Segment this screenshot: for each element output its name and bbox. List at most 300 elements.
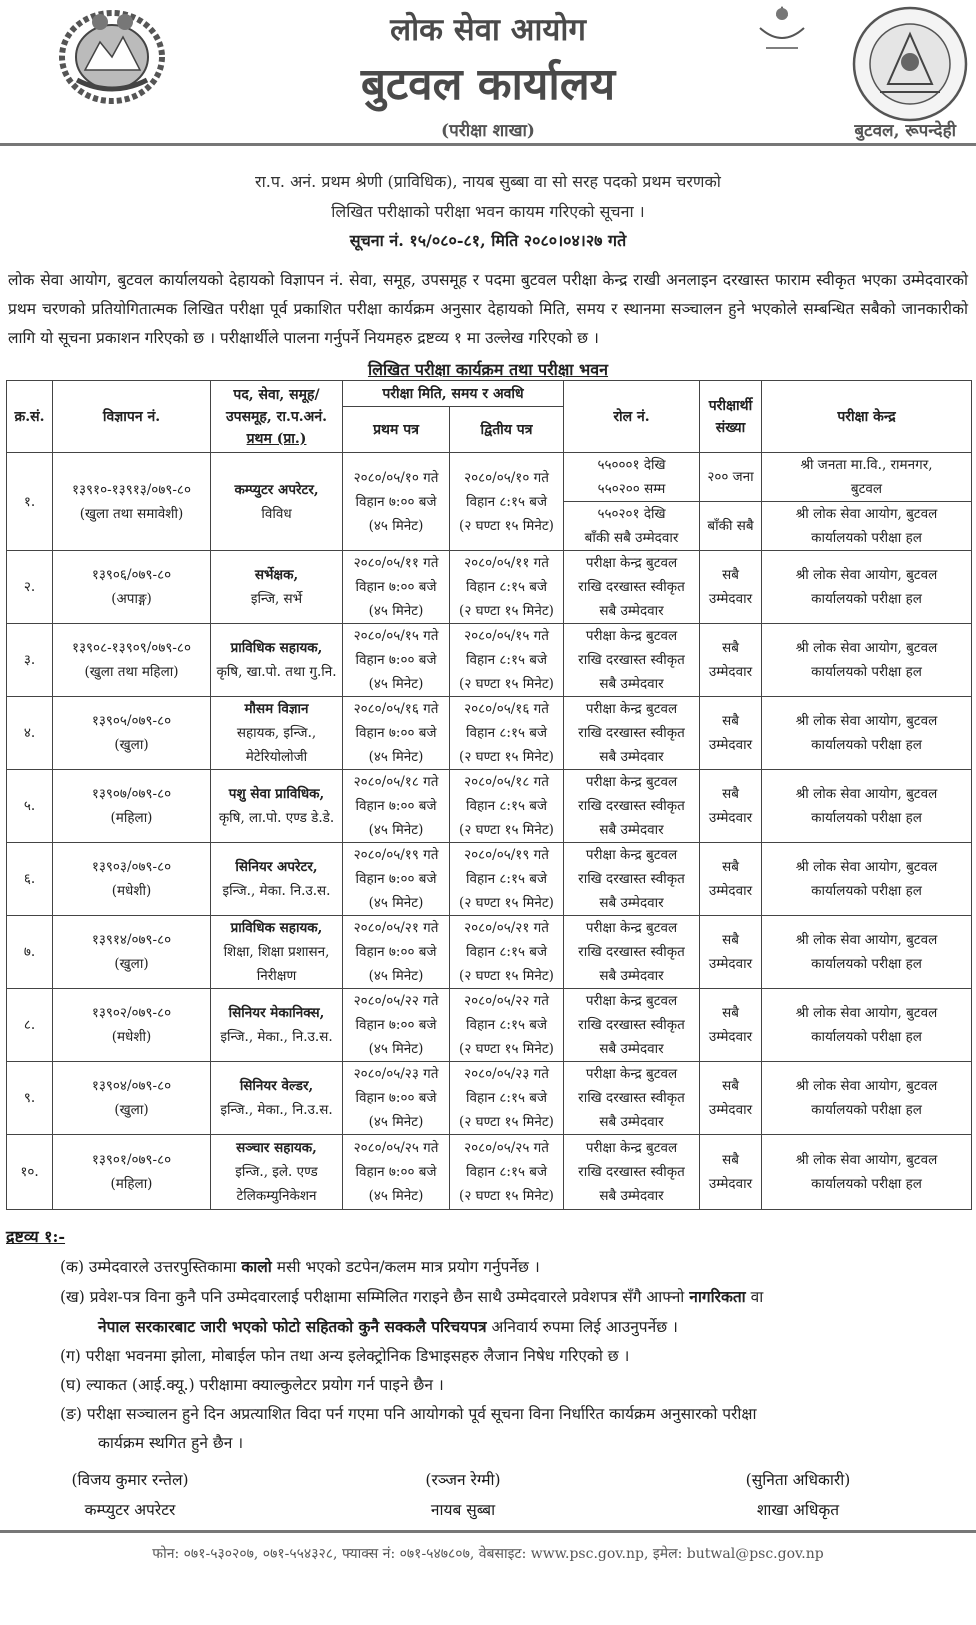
cell-roll [564, 770, 700, 843]
signature-block-2 [333, 1465, 593, 1525]
header-post-l2: उपसमूह, रा.प.अनं. [225, 408, 328, 425]
header-paper2: द्वितीय पत्र [450, 407, 564, 453]
roll-text: परीक्षा केन्द्र बुटवल [585, 1140, 678, 1156]
center-place: कार्यालयको परीक्षा हल [811, 1029, 922, 1045]
center-place: कार्यालयको परीक्षा हल [811, 1102, 922, 1118]
table-row [7, 697, 972, 770]
cell-paper2 [450, 989, 564, 1062]
paper1-time: विहान ७:०० बजे [355, 652, 437, 668]
paper1-duration: (४५ मिनेट) [368, 822, 424, 838]
cell-paper2 [450, 624, 564, 697]
cell-roll [564, 1062, 700, 1135]
roll-text: सबै उम्मेदवार [599, 968, 664, 984]
cell-count [700, 1062, 762, 1135]
cell-sn: ७. [7, 916, 53, 989]
paper1-duration: (४५ मिनेट) [368, 749, 424, 765]
ad-category: (खुला तथा समावेशी) [79, 505, 184, 522]
cell-center [762, 453, 972, 502]
note-nga-cont: कार्यक्रम स्थगित हुने छैन । [98, 1434, 244, 1452]
exam-schedule-table [6, 380, 972, 1210]
cell-ad [53, 1062, 211, 1135]
paper2-duration: (२ घण्टा १५ मिनेट) [459, 676, 554, 692]
header-roll: रोल नं. [564, 381, 700, 453]
header-center: परीक्षा केन्द्र [762, 381, 972, 453]
center-name: श्री लोक सेवा आयोग, बुटवल [795, 1005, 938, 1021]
notice-intro: लोक सेवा आयोग, बुटवल कार्यालयको देहायको विज्ञापन नं. सेवा, समूह, उपसमूह र पदमा बुटवल परीक्षा केन्द्र राखी अनलाइन दरखास्त फाराम स्वीकृत भएका उम्मेदवारको प्रथम चरणको प्रतियोगितात्मक लिखित परीक्षा पूर्व प्रकाशित परीक्षा कार्यक्रम अनुसार देहायको मिति, समय र स्थानमा सञ्चालन हुने भएकोले सम्बन्धित सबैको जानकारीको लागि यो सूचना प्रकाशन गरिएको छ । परीक्षार्थीले पालना गर्नुपर्ने नियमहरु द्रष्टव्य १ मा उल्लेख गरिएको छ । [8, 271, 968, 347]
count-text: सबै [722, 713, 739, 729]
note-kha-or: वा [745, 1288, 764, 1306]
post-name: कम्प्युटर अपरेटर, [234, 481, 319, 498]
table-title: लिखित परीक्षा कार्यक्रम तथा परीक्षा भवन [367, 360, 609, 379]
signatory-name: (विजय कुमार रन्तेल) [71, 1471, 189, 1489]
cell-count [700, 989, 762, 1062]
center-place: कार्यालयको परीक्षा हल [811, 737, 922, 753]
table-row [7, 551, 972, 624]
count-text: उम्मेदवार [708, 810, 753, 826]
paper1-duration: (४५ मिनेट) [368, 603, 424, 619]
cell-sn: ६. [7, 843, 53, 916]
center-place: कार्यालयको परीक्षा हल [811, 810, 922, 826]
cell-roll [564, 551, 700, 624]
roll-text: परीक्षा केन्द्र बुटवल [585, 555, 678, 571]
paper1-date: २०८०/०५/१० गते [353, 469, 439, 486]
cell-post [211, 697, 343, 770]
cell-paper2 [450, 551, 564, 624]
signatory-title: नायब सुब्बा [430, 1501, 496, 1519]
center-place: कार्यालयको परीक्षा हल [811, 883, 922, 899]
cell-paper1 [343, 624, 450, 697]
post-name: मौसम विज्ञान [244, 701, 309, 717]
cell-sn: ९. [7, 1062, 53, 1135]
cell-ad [53, 989, 211, 1062]
paper1-date: २०८०/०५/२१ गते [353, 920, 439, 936]
post-detail: मेटेरियोलोजी [245, 749, 308, 765]
cell-count [700, 697, 762, 770]
post-name: प्राविधिक सहायक, [230, 920, 323, 936]
table-row [7, 916, 972, 989]
center-place: कार्यालयको परीक्षा हल [811, 591, 922, 607]
count-text: उम्मेदवार [708, 1029, 753, 1045]
office-location: बुटवल, रूपन्देही [854, 121, 956, 141]
paper1-duration: (४५ मिनेट) [368, 1188, 424, 1204]
paper1-duration: (४५ मिनेट) [368, 1114, 424, 1130]
ad-number: १३९०२/०७९-८० [91, 1005, 172, 1021]
note-kha-id: नेपाल सरकारबाट जारी भएको फोटो सहितको कुनै सक्कलै परिचयपत्र [98, 1317, 487, 1336]
footer-divider [0, 1530, 976, 1533]
header-count-l2: संख्या [715, 419, 746, 436]
cell-center [762, 843, 972, 916]
count-text: उम्मेदवार [708, 1176, 753, 1192]
paper1-time: विहान ७:०० बजे [355, 725, 437, 741]
table-row [7, 624, 972, 697]
cell-center [762, 502, 972, 551]
header-divider [0, 143, 976, 146]
cell-post [211, 989, 343, 1062]
cell-post [211, 1062, 343, 1135]
note-ka [60, 1252, 960, 1282]
roll-text: सबै उम्मेदवार [599, 1188, 664, 1204]
header-paper1: प्रथम पत्र [343, 407, 450, 453]
section-name: (परीक्षा शाखा) [441, 121, 535, 141]
signature-block-1 [0, 1465, 260, 1525]
roll-text: परीक्षा केन्द्र बुटवल [585, 701, 678, 717]
note-kha-cont [60, 1312, 960, 1342]
roll-text: परीक्षा केन्द्र बुटवल [585, 774, 678, 790]
paper2-duration: (२ घण्टा १५ मिनेट) [459, 749, 554, 765]
count-text: सबै [722, 567, 739, 583]
roll-text: सबै उम्मेदवार [599, 676, 664, 692]
center-place: कार्यालयको परीक्षा हल [811, 530, 922, 546]
paper2-duration: (२ घण्टा १५ मिनेट) [459, 1114, 554, 1130]
cell-sn: २. [7, 551, 53, 624]
cell-paper1 [343, 697, 450, 770]
center-place: कार्यालयको परीक्षा हल [811, 664, 922, 680]
signatory-name: (सुनिता अधिकारी) [745, 1471, 851, 1489]
cell-paper1 [343, 1062, 450, 1135]
post-detail: निरीक्षण [256, 968, 297, 984]
cell-roll [564, 989, 700, 1062]
cell-paper1 [343, 453, 450, 551]
cell-center [762, 624, 972, 697]
ad-number: १३९०४/०७९-८० [91, 1078, 172, 1094]
cell-ad [53, 453, 211, 551]
org-name: लोक सेवा आयोग [390, 12, 586, 48]
roll-text: परीक्षा केन्द्र बुटवल [585, 1066, 678, 1082]
paper2-time: विहान ८:१५ बजे [465, 871, 548, 887]
cell-post [211, 1135, 343, 1210]
count-text: सबै [722, 932, 739, 948]
count-text: सबै [722, 859, 739, 875]
paper2-date: २०८०/०५/१६ गते [464, 701, 549, 717]
post-detail: कृषि, खा.पो. तथा गु.नि. [216, 664, 337, 680]
center-place: बुटवल [850, 481, 883, 497]
cell-sn: ८. [7, 989, 53, 1062]
post-name: पशु सेवा प्राविधिक, [228, 786, 325, 802]
table-row [7, 1062, 972, 1135]
paper1-date: २०८०/०५/१८ गते [353, 774, 439, 790]
paper2-duration: (२ घण्टा १५ मिनेट) [459, 822, 554, 838]
paper2-date: २०८०/०५/१९ गते [464, 847, 549, 863]
ad-number: १३९०३/०७९-८० [91, 859, 172, 875]
table-row [7, 989, 972, 1062]
roll-text: सबै उम्मेदवार [599, 1114, 664, 1130]
cell-center [762, 916, 972, 989]
letterhead [0, 0, 976, 145]
roll-text: सबै उम्मेदवार [599, 1041, 664, 1057]
header-post-l3: प्रथम (प्रा.) [246, 430, 307, 447]
roll-text: राखि दरखास्त स्वीकृत [578, 725, 685, 741]
roll-text: परीक्षा केन्द्र बुटवल [585, 847, 678, 863]
roll-text: राखि दरखास्त स्वीकृत [578, 1090, 685, 1106]
count-text: उम्मेदवार [708, 883, 753, 899]
post-name: सिनियर वेल्डर, [239, 1078, 314, 1094]
cell-paper1 [343, 1135, 450, 1210]
roll-text: राखि दरखास्त स्वीकृत [578, 1164, 685, 1180]
center-name: श्री लोक सेवा आयोग, बुटवल [795, 1152, 938, 1168]
roll-text: सबै उम्मेदवार [599, 895, 664, 911]
cell-ad [53, 916, 211, 989]
count-text: उम्मेदवार [708, 737, 753, 753]
signature-block-3 [668, 1465, 928, 1525]
cell-paper2 [450, 697, 564, 770]
count-text: सबै [722, 786, 739, 802]
cell-paper1 [343, 770, 450, 843]
cell-center [762, 697, 972, 770]
paper1-date: २०८०/०५/२३ गते [353, 1066, 439, 1082]
cell-post [211, 453, 343, 551]
note-ka-bold: कालो [241, 1257, 272, 1276]
count-text: उम्मेदवार [708, 956, 753, 972]
cell-ad [53, 624, 211, 697]
post-name: सिनियर मेकानिक्स, [228, 1005, 325, 1021]
paper2-time: विहान ८:१५ बजे [465, 652, 548, 668]
footer-contact: फोन: ०७१-५३०२०७, ०७१-५५४३२८, फ्याक्स नं: ०७१-५४७८०७, वेबसाइट: www.psc.gov.np, इमेल: butwal@psc.gov.np [152, 1546, 824, 1562]
post-detail: इन्जि., मेका., नि.उ.स. [220, 1102, 333, 1118]
paper2-time: विहान ८:१५ बजे [465, 579, 548, 595]
note-kha [60, 1282, 960, 1312]
notice-title-line1: रा.प. अनं. प्रथम श्रेणी (प्राविधिक), नायब सुब्बा वा सो सरह पदको प्रथम चरणको [255, 172, 721, 191]
center-name: श्री लोक सेवा आयोग, बुटवल [795, 1078, 938, 1094]
signatory-title: शाखा अधिकृत [756, 1501, 840, 1519]
cell-paper1 [343, 843, 450, 916]
cell-count: बाँकी सबै [700, 502, 762, 551]
cell-roll [564, 1135, 700, 1210]
header-ad-no: विज्ञापन नं. [53, 381, 211, 453]
ad-number: १३९१४/०७९-८० [91, 932, 172, 948]
post-detail: टेलिकम्युनिकेशन [236, 1188, 317, 1204]
paper2-date: २०८०/०५/१५ गते [464, 628, 549, 644]
roll-range-end: बाँकी सबै उम्मेदवार [584, 530, 679, 546]
paper2-date: २०८०/०५/२५ गते [464, 1140, 549, 1156]
cell-center [762, 551, 972, 624]
cell-count [700, 624, 762, 697]
cell-count [700, 1135, 762, 1210]
cell-sn: १०. [7, 1135, 53, 1210]
cell-roll [564, 624, 700, 697]
center-name: श्री लोक सेवा आयोग, बुटवल [795, 506, 938, 522]
cell-paper2 [450, 916, 564, 989]
center-place: कार्यालयको परीक्षा हल [811, 956, 922, 972]
cell-sn: १. [7, 453, 53, 551]
paper1-date: २०८०/०५/२२ गते [353, 993, 439, 1009]
post-detail: इन्जि., मेका. नि.उ.स. [222, 883, 331, 899]
table-row [7, 453, 972, 502]
paper1-date: २०८०/०५/१६ गते [353, 701, 439, 717]
notes-heading: द्रष्टव्य १:- [6, 1227, 66, 1246]
ad-number: १३९०८-१३९०९/०७९-८० [72, 640, 191, 656]
cell-paper2 [450, 770, 564, 843]
count-text: उम्मेदवार [708, 1102, 753, 1118]
cell-center [762, 1135, 972, 1210]
paper1-time: विहान ७:०० बजे [355, 871, 437, 887]
post-name: सर्भेक्षक, [254, 567, 299, 583]
roll-text: राखि दरखास्त स्वीकृत [578, 871, 685, 887]
paper1-time: विहान ७:०० बजे [355, 944, 437, 960]
notice-title-line2: लिखित परीक्षाको परीक्षा भवन कायम गरिएको सूचना । [331, 202, 645, 221]
paper2-duration: (२ घण्टा १५ मिनेट) [459, 1041, 554, 1057]
header-post [211, 381, 343, 453]
cell-paper1 [343, 989, 450, 1062]
count-text: सबै [722, 640, 739, 656]
cell-roll [564, 697, 700, 770]
cell-paper1 [343, 551, 450, 624]
paper1-time: विहान ७:०० बजे [355, 579, 437, 595]
paper1-date: २०८०/०५/११ गते [353, 555, 439, 571]
paper2-date: २०८०/०५/२३ गते [464, 1066, 549, 1082]
paper1-time: विहान ७:०० बजे [355, 798, 437, 814]
paper2-date: २०८०/०५/२२ गते [464, 993, 549, 1009]
count-text: सबै [722, 1078, 739, 1094]
paper1-time: विहान ७:०० बजे [355, 1090, 437, 1106]
paper2-date: २०८०/०५/२१ गते [464, 920, 549, 936]
ad-category: (खुला तथा महिला) [84, 664, 179, 680]
paper2-time: विहान ८:१५ बजे [465, 1164, 548, 1180]
paper2-duration: (२ घण्टा १५ मिनेट) [459, 895, 554, 911]
paper1-date: २०८०/०५/१९ गते [353, 847, 439, 863]
roll-text: राखि दरखास्त स्वीकृत [578, 579, 685, 595]
cell-ad [53, 770, 211, 843]
center-name: श्री लोक सेवा आयोग, बुटवल [795, 932, 938, 948]
post-detail: शिक्षा, शिक्षा प्रशासन, [223, 944, 330, 960]
cell-sn: ४. [7, 697, 53, 770]
notice-reference: सूचना नं. १५/०८०-८१, मिति २०८०।०४।२७ गते [349, 231, 627, 250]
paper2-time: विहान ८:१५ बजे [465, 493, 548, 510]
ad-number: १३९०१/०७९-८० [91, 1152, 172, 1168]
note-kha-bold: नागरिकता [689, 1287, 746, 1306]
post-detail: इन्जि., मेका., नि.उ.स. [220, 1029, 333, 1045]
ad-number: १३९१०-१३९१३/०७९-८० [72, 481, 191, 498]
office-name: बुटवल कार्यालय [360, 59, 616, 110]
roll-text: परीक्षा केन्द्र बुटवल [585, 920, 678, 936]
cell-ad [53, 1135, 211, 1210]
roll-text: सबै उम्मेदवार [599, 822, 664, 838]
cell-roll [564, 502, 700, 551]
header-count [700, 381, 762, 453]
cell-paper2 [450, 1135, 564, 1210]
paper1-date: २०८०/०५/२५ गते [353, 1140, 439, 1156]
table-row [7, 770, 972, 843]
ad-category: (महिला) [110, 1176, 153, 1192]
note-ka-rest: मसी भएको डटपेन/कलम मात्र प्रयोग गर्नुपर्नेछ । [271, 1258, 540, 1276]
cell-paper2 [450, 453, 564, 551]
paper2-date: २०८०/०५/११ गते [464, 555, 549, 571]
roll-text: परीक्षा केन्द्र बुटवल [585, 993, 678, 1009]
count-text: उम्मेदवार [708, 591, 753, 607]
center-name: श्री लोक सेवा आयोग, बुटवल [795, 567, 938, 583]
post-detail: विविध [261, 505, 292, 522]
roll-text: राखि दरखास्त स्वीकृत [578, 1017, 685, 1033]
paper2-time: विहान ८:१५ बजे [465, 944, 548, 960]
post-detail: इन्जि., इले. एण्ड [235, 1164, 318, 1180]
note-kha-rest: अनिवार्य रुपमा लिई आउनुपर्नेछ । [486, 1318, 678, 1336]
signatory-title: कम्प्युटर अपरेटर [84, 1501, 176, 1519]
center-place: कार्यालयको परीक्षा हल [811, 1176, 922, 1192]
count-text: सबै [722, 1005, 739, 1021]
cell-center [762, 989, 972, 1062]
paper2-date: २०८०/०५/१० गते [464, 469, 549, 486]
count-text: उम्मेदवार [708, 664, 753, 680]
paper2-time: विहान ८:१५ बजे [465, 725, 548, 741]
cell-ad [53, 551, 211, 624]
center-name: श्री लोक सेवा आयोग, बुटवल [795, 640, 938, 656]
signatory-name: (रञ्जन रेग्मी) [425, 1471, 501, 1489]
cell-sn: ५. [7, 770, 53, 843]
post-detail: इन्जि, सर्भे [250, 591, 303, 607]
roll-text: राखि दरखास्त स्वीकृत [578, 944, 685, 960]
ad-category: (अपाङ्ग) [111, 591, 152, 607]
ad-category: (खुला) [114, 1102, 149, 1118]
note-nga: (ङ) परीक्षा सञ्चालन हुने दिन अप्रत्याशित विदा पर्न गएमा पनि आयोगको पूर्व सूचना विना निर्धारित कार्यक्रम अनुसारको परीक्षा [60, 1405, 757, 1423]
notes-list [60, 1252, 960, 1458]
cell-sn: ३. [7, 624, 53, 697]
post-detail: सहायक, इन्जि., [236, 725, 317, 741]
cell-paper1 [343, 916, 450, 989]
table-row [7, 1135, 972, 1210]
header-exam-group: परीक्षा मिति, समय र अवधि [343, 381, 564, 407]
ad-number: १३९०५/०७९-८० [91, 713, 172, 729]
roll-range-start: ५५०२०१ देखि [597, 506, 666, 522]
roll-range-end: ५५०२०० सम्म [597, 481, 666, 497]
roll-text: सबै उम्मेदवार [599, 603, 664, 619]
cell-paper2 [450, 843, 564, 916]
roll-text: राखि दरखास्त स्वीकृत [578, 798, 685, 814]
paper2-duration: (२ घण्टा १५ मिनेट) [459, 603, 554, 619]
cell-roll [564, 916, 700, 989]
post-name: प्राविधिक सहायक, [230, 640, 323, 656]
note-ga: (ग) परीक्षा भवनमा झोला, मोबाईल फोन तथा अन्य इलेक्ट्रोनिक डिभाइसहरु लैजान निषेध गरिएको छ । [60, 1347, 630, 1365]
paper1-time: विहान ७:०० बजे [355, 1017, 437, 1033]
cell-count: २०० जना [700, 453, 762, 502]
header-count-l1: परीक्षार्थी [708, 397, 753, 414]
post-name: सिनियर अपरेटर, [235, 859, 318, 875]
ad-number: १३९०७/०७९-८० [91, 786, 172, 802]
paper2-duration: (२ घण्टा १५ मिनेट) [459, 1188, 554, 1204]
cell-count [700, 770, 762, 843]
paper2-time: विहान ८:१५ बजे [465, 1017, 548, 1033]
ad-category: (खुला) [114, 737, 149, 753]
post-name: सञ्चार सहायक, [236, 1140, 317, 1156]
cell-count [700, 916, 762, 989]
note-kha-text: (ख) प्रवेश-पत्र विना कुनै पनि उम्मेदवारलाई परीक्षामा सम्मिलित गराइने छैन साथै उम्मेदवारले प्रवेशपत्र सँगै आफ्नो [60, 1288, 690, 1306]
cell-paper2 [450, 1062, 564, 1135]
roll-range-start: ५५०००१ देखि [597, 457, 666, 473]
ad-category: (महिला) [110, 810, 153, 826]
cell-ad [53, 843, 211, 916]
cell-post [211, 551, 343, 624]
paper2-duration: (२ घण्टा १५ मिनेट) [459, 517, 554, 534]
center-name: श्री जनता मा.वि., रामनगर, [800, 457, 933, 473]
cell-post [211, 770, 343, 843]
header-sn: क्र.सं. [7, 381, 53, 453]
paper1-time: विहान ७:०० बजे [355, 1164, 437, 1180]
cell-post [211, 624, 343, 697]
paper1-date: २०८०/०५/१५ गते [353, 628, 439, 644]
paper2-time: विहान ८:१५ बजे [465, 1090, 548, 1106]
post-detail: कृषि, ला.पो. एण्ड डे.डे. [218, 810, 335, 826]
count-text: सबै [722, 1152, 739, 1168]
cell-center [762, 770, 972, 843]
cell-roll [564, 453, 700, 502]
table-row [7, 843, 972, 916]
paper1-duration: (४५ मिनेट) [368, 676, 424, 692]
roll-text: सबै उम्मेदवार [599, 749, 664, 765]
ad-category: (मधेशी) [111, 1029, 152, 1045]
cell-ad [53, 697, 211, 770]
ad-number: १३९०६/०७९-८० [91, 567, 172, 583]
center-name: श्री लोक सेवा आयोग, बुटवल [795, 786, 938, 802]
cell-roll [564, 843, 700, 916]
paper2-duration: (२ घण्टा १५ मिनेट) [459, 968, 554, 984]
